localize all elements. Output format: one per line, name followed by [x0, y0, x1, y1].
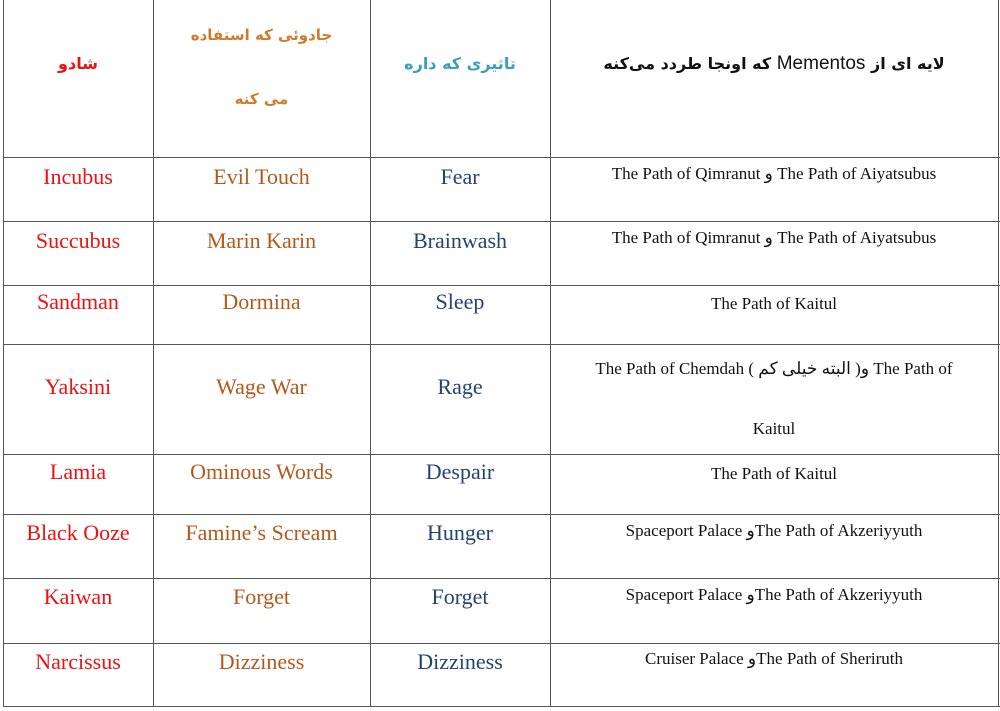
header-demon: شادو: [58, 54, 98, 73]
header-effect: تاثیری که داره: [404, 54, 516, 73]
layer-text-line2: Kaitul: [752, 419, 796, 438]
layer-text: The Path of Kaitul: [710, 294, 838, 313]
demon-name: Black Ooze: [26, 520, 130, 545]
layer-text: Spaceport Palace وThe Path of Akzeriyyuth: [625, 585, 923, 604]
skill-name: Marin Karin: [206, 228, 317, 253]
table-right-border: [998, 0, 999, 707]
skill-name: Ominous Words: [190, 459, 333, 484]
effect-name: Brainwash: [412, 228, 508, 253]
skill-name: Evil Touch: [213, 164, 310, 189]
layer-text: The Path of Kaitul: [710, 464, 838, 483]
header-skill-line1: جادوئی که استفاده: [190, 25, 333, 44]
header-skill-line2: می کنه: [234, 89, 289, 108]
skill-name: Dormina: [222, 289, 301, 314]
skill-name: Dizziness: [218, 649, 305, 674]
effect-name: Hunger: [427, 520, 493, 545]
effect-name: Rage: [437, 374, 483, 399]
layer-text: Spaceport Palace وThe Path of Akzeriyyuth: [625, 521, 923, 540]
skill-name: Famine’s Scream: [185, 520, 338, 545]
demon-name: Yaksini: [44, 374, 112, 399]
header-layer-prefix: لایه ای از: [871, 54, 945, 73]
effect-name: Sleep: [435, 289, 485, 314]
skill-name: Forget: [232, 584, 291, 609]
layer-text: [550, 344, 998, 454]
header-layer-latin: Mementos: [776, 52, 866, 74]
demon-name: Narcissus: [35, 649, 121, 674]
layer-text: Cruiser Palace وThe Path of Sheriruth: [645, 649, 903, 668]
layer-text: The Path of Qimranut و The Path of Aiyatsubus: [611, 228, 937, 247]
effect-name: Despair: [425, 459, 495, 484]
header-layer-suffix: که اونجا طردد می‌کنه: [603, 54, 772, 73]
demon-name: Kaiwan: [43, 584, 113, 609]
layer-text-line1: The Path of Chemdah ( البته خیلی کم )و The Path of: [595, 359, 953, 378]
demon-name: Incubus: [43, 164, 113, 189]
demon-name: Lamia: [49, 459, 107, 484]
demon-name: Succubus: [35, 228, 121, 253]
demon-name: Sandman: [37, 289, 119, 314]
layer-text: The Path of Qimranut و The Path of Aiyatsubus: [611, 164, 937, 183]
header-layer: [550, 0, 998, 157]
effect-name: Forget: [431, 584, 489, 609]
header-skill: [153, 0, 370, 157]
effect-name: Dizziness: [417, 649, 503, 674]
effect-name: Fear: [440, 164, 480, 189]
skill-name: Wage War: [216, 374, 307, 399]
